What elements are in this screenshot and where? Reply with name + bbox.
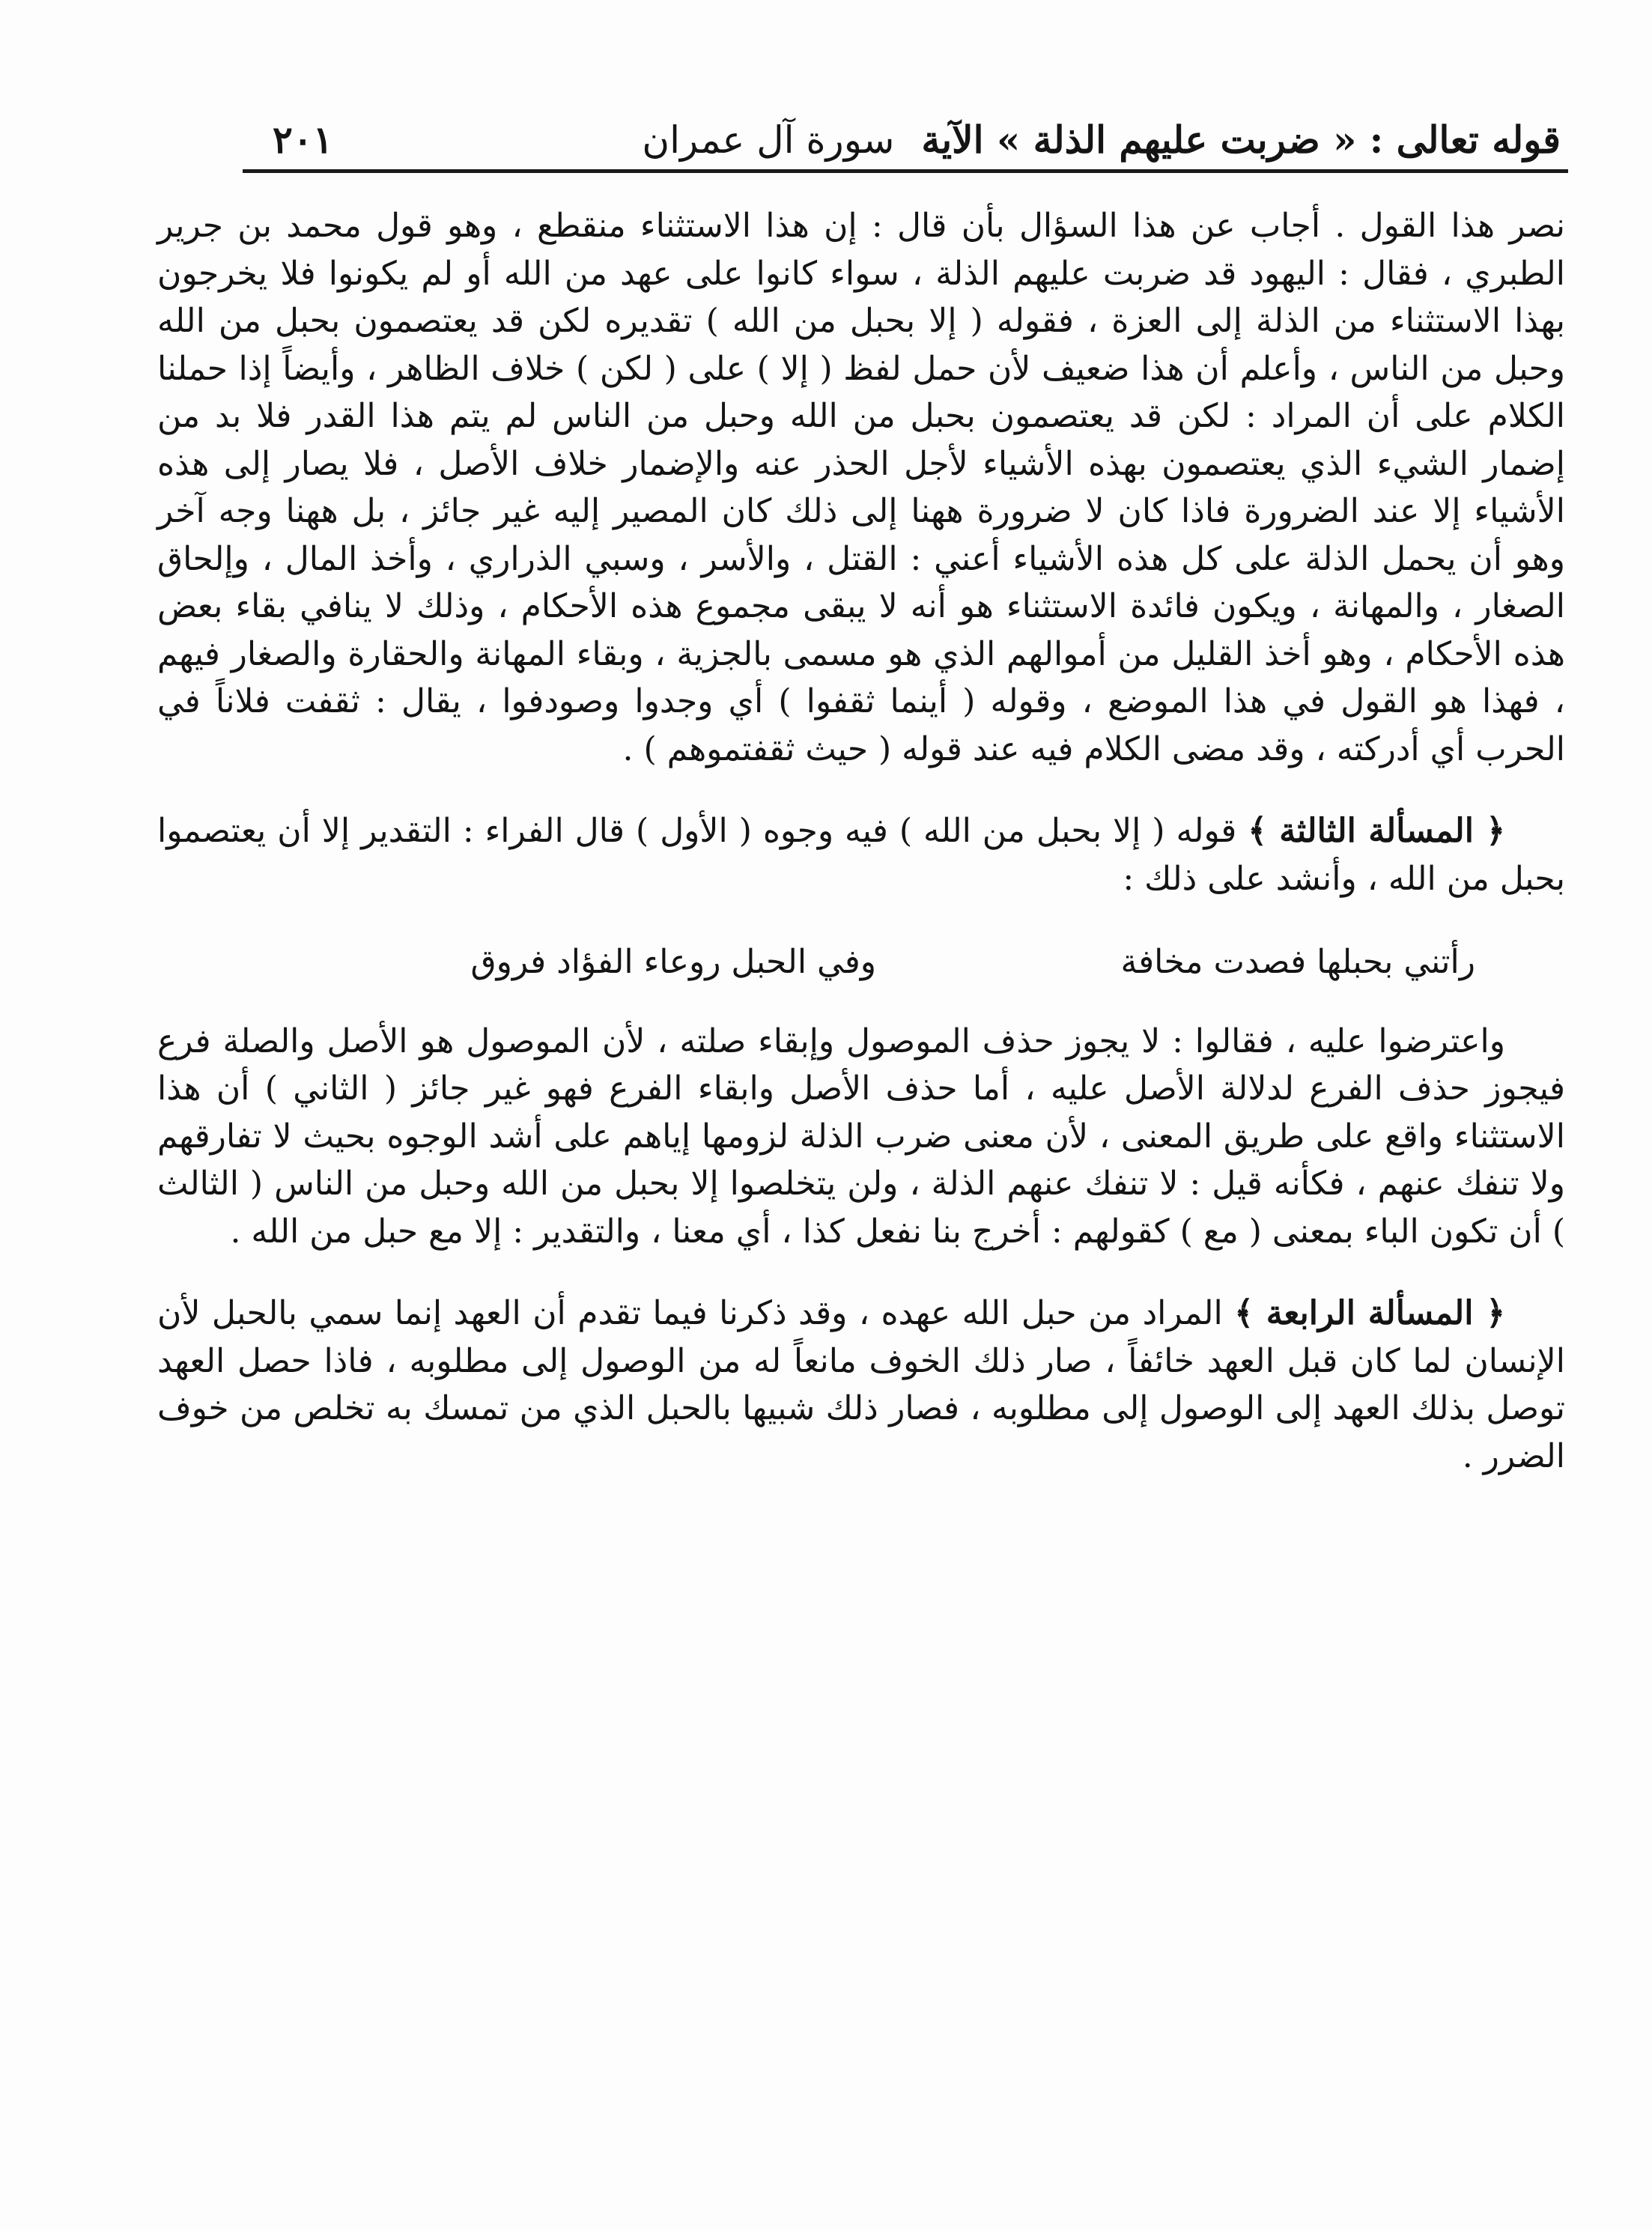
masala-4-heading: ﴿ المسألة الرابعة ﴾ [1234, 1294, 1505, 1332]
running-title-surah: سورة آل عمران [642, 118, 895, 162]
masala-4-text: المراد من حبل الله عهده ، وقد ذكرنا فيما تقدم أن العهد إنما سمي بالحبل لأن الإنسان لما كان قبل العهد خائفاً ، صار ذلك الخوف مانعاً له من الوصول إلى مطلوبه ، فاذا حصل العهد توصل بذلك العهد إلى الوصول إلى مطلوبه ، فصار ذلك شبيها بالحبل الذي من تمسك به تخلص من خوف الضرر . [157, 1294, 1565, 1475]
header-divider [243, 169, 1568, 173]
page-header [243, 90, 1561, 162]
verse-second-hemistich: وفي الحبل روعاء الفؤاد فروق [470, 943, 876, 981]
paragraph-masala-3 [157, 807, 1565, 902]
running-title [615, 118, 1561, 162]
paragraph-opening: نصر هذا القول . أجاب عن هذا السؤال بأن قال : إن هذا الاستثناء منقطع ، وهو قول محمد بن جرير الطبري ، فقال : اليهود قد ضربت عليهم الذلة ، سواء كانوا على عهد من الله أو لم يكونوا فلا يخرجون بهذا الاستثناء من الذلة إلى العزة ، فقوله ( إلا بحبل من الله ) تقديره لكن قد يعتصمون بحبل من الله وحبل من الناس ، وأعلم أن هذا ضعيف لأن حمل لفظ ( إلا ) على ( لكن ) خلاف الظاهر ، وأيضاً إذا حملنا الكلام على أن المراد : لكن قد يعتصمون بحبل من الله وحبل من الناس لم يتم هذا القدر فلا بد من إضمار الشيء الذي يعتصمون بهذه الأشياء لأجل الحذر عنه والإضمار خلاف الأصل ، فلا يصار إلى هذه الأشياء إلا عند الضرورة فاذا كان لا ضرورة ههنا إلى ذلك كان المصير إليه غير جائز ، بل ههنا وجه آخر وهو أن يحمل الذلة على كل هذه الأشياء أعني : القتل ، والأسر ، وسبي الذراري ، وأخذ المال ، وإلحاق الصغار ، والمهانة ، ويكون فائدة الاستثناء هو أنه لا يبقى مجموع هذه الأحكام ، وذلك لا ينافي بقاء بعض هذه الأحكام ، وهو أخذ القليل من أموالهم الذي هو مسمى بالجزية ، وبقاء المهانة والحقارة والصغار فيهم ، فهذا هو القول في هذا الموضع ، وقوله ( أينما ثقفوا ) أي وجدوا وصودفوا ، يقال : ثقفت فلاناً في الحرب أي أدركته ، وقد مضى الكلام فيه عند قوله ( حيث ثقفتموهم ) . [157, 207, 1565, 768]
paragraph-masala-4 [157, 1290, 1565, 1480]
page-number: ٢٠١ [273, 118, 333, 162]
paragraph-objection: واعترضوا عليه ، فقالوا : لا يجوز حذف الموصول وإبقاء صلته ، لأن الموصول هو الأصل والصلة فرع فيجوز حذف الفرع لدلالة الأصل عليه ، أما حذف الأصل وابقاء الفرع فهو غير جائز ( الثاني ) أن هذا الاستثناء واقع على طريق المعنى ، لأن معنى ضرب الذلة لزومها إياهم على أشد الوجوه بحيث لا تفارقهم ولا تنفك عنهم ، فكأنه قيل : لا تنفك عنهم الذلة ، ولن يتخلصوا إلا بحبل من الله وحبل من الناس ( الثالث ) أن تكون الباء بمعنى ( مع ) كقولهم : أخرج بنا نفعل كذا ، أي معنا ، والتقدير : إلا مع حبل من الله . [157, 1022, 1565, 1251]
running-title-verse: قوله تعالى : « ضربت عليهم الذلة » الآية [921, 118, 1561, 162]
masala-3-text: قوله ( إلا بحبل من الله ) فيه وجوه ( الأول ) قال الفراء : التقدير إلا أن يعتصموا بحبل من الله ، وأنشد على ذلك : [157, 812, 1565, 898]
poetry-verse [157, 938, 1565, 986]
verse-first-hemistich: رأتني بحبلها فصدت مخافة [1120, 943, 1475, 981]
page-body [157, 202, 1565, 1480]
masala-3-heading: ﴿ المسألة الثالثة ﴾ [1248, 812, 1506, 850]
